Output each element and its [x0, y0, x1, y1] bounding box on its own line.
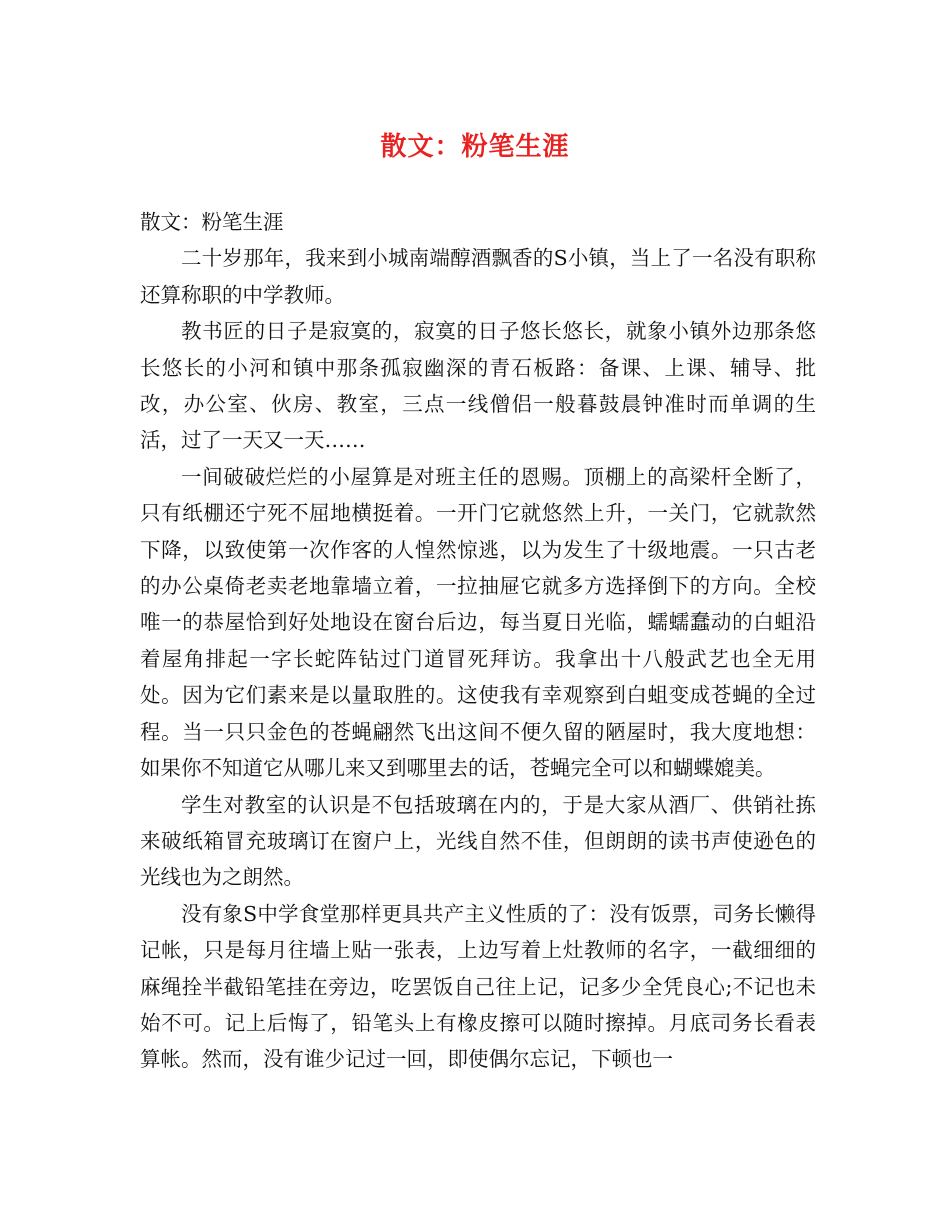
paragraph-2: 教书匠的日子是寂寞的，寂寞的日子悠长悠长，就象小镇外边那条悠长悠长的小河和镇中那条孤寂幽深的青石板路：备课、上课、辅导、批改，办公室、伙房、教室，三点一线僧侣一般暮鼓晨钟准时而单调的生活，过了一天又一天…… [140, 319, 816, 453]
paragraph-1: 二十岁那年，我来到小城南端醇酒飘香的S小镇，当上了一名没有职称还算称职的中学教师。 [140, 246, 816, 307]
paragraph-4: 学生对教室的认识是不包括玻璃在内的，于是大家从酒厂、供销社拣来破纸箱冒充玻璃订在窗户上，光线自然不佳，但朗朗的读书声使逊色的光线也为之朗然。 [140, 792, 816, 890]
paragraph-3: 一间破破烂烂的小屋算是对班主任的恩赐。顶棚上的高梁杆全断了，只有纸棚还宁死不屈地横挺着。一开门它就悠然上升，一关门，它就款然下降，以致使第一次作客的人惶然惊逃，以为发生了十级地震。一只古老的办公桌倚老卖老地靠墙立着，一拉抽屉它就多方选择倒下的方向。全校唯一的恭屋恰到好处地设在窗台后边，每当夏日光临，蠕蠕蠢动的白蛆沿着屋角排起一字长蛇阵钻过门道冒死拜访。我拿出十八般武艺也全无用处。因为它们素来是以量取胜的。这使我有幸观察到白蛆变成苍蝇的全过程。当一只只金色的苍蝇翩然飞出这间不便久留的陋屋时，我大度地想：如果你不知道它从哪儿来又到哪里去的话，苍蝇完全可以和蝴蝶媲美。 [140, 464, 816, 781]
paragraph-5: 没有象S中学食堂那样更具共产主义性质的了：没有饭票，司务长懒得记帐，只是每月往墙上贴一张表，上边写着上灶教师的名字，一截细细的麻绳拴半截铅笔挂在旁边，吃罢饭自己往上记，记多少全凭良心;不记也未始不可。记上后悔了，铅笔头上有橡皮擦可以随时擦掉。月底司务长看表算帐。然而，没有谁少记过一回，即使偶尔忘记，下顿也一 [140, 901, 816, 1072]
document-body [140, 204, 816, 1078]
document-subtitle: 散文：粉笔生涯 [140, 210, 284, 234]
document-title: 散文：粉笔生涯 [380, 132, 570, 162]
